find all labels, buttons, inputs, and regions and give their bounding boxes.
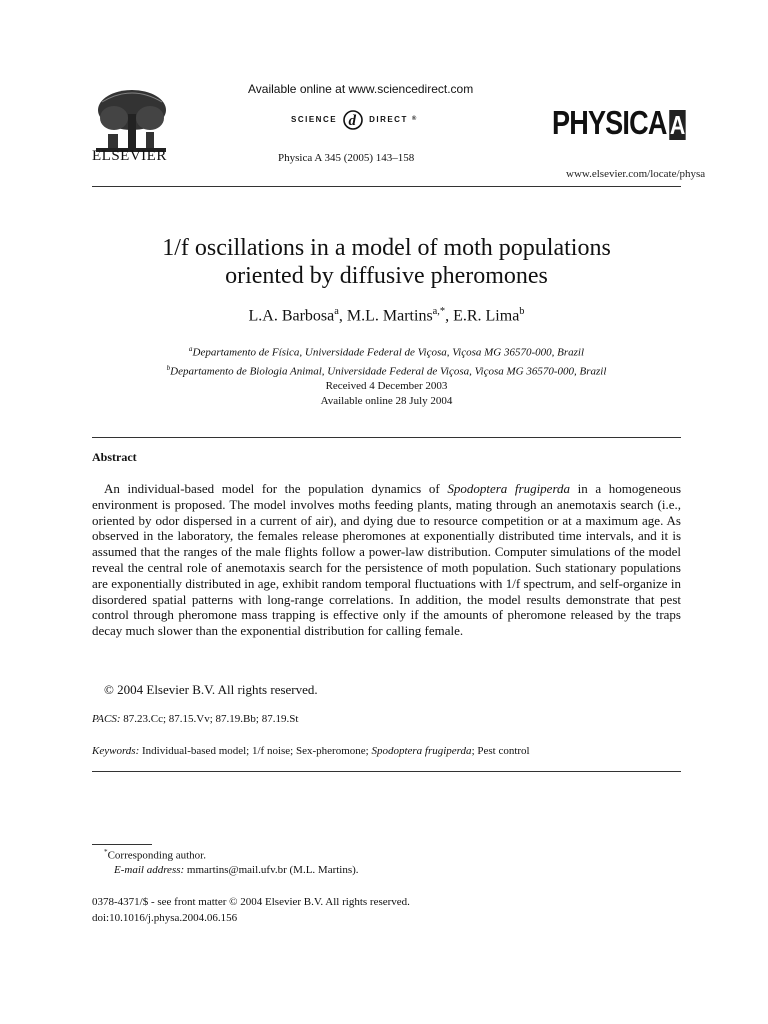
svg-text:d: d	[348, 113, 358, 129]
article-dates	[92, 379, 681, 409]
article-title	[92, 234, 681, 290]
received-date: Received 4 December 2003	[325, 380, 448, 392]
keywords-species: Spodoptera frugiperda	[371, 745, 472, 757]
author-affiliation-mark: a	[334, 306, 339, 317]
author-name: L.A. Barbosa	[248, 307, 335, 325]
author-affiliation-mark: a,*	[432, 306, 446, 317]
journal-letter: A	[669, 110, 685, 140]
keywords-line	[92, 745, 530, 757]
affiliations	[92, 342, 681, 379]
doi-link[interactable]: doi:10.1016/j.physa.2004.06.156	[92, 912, 238, 924]
available-date: Available online 28 July 2004	[320, 395, 453, 407]
abstract-heading: Abstract	[92, 450, 137, 464]
email-value[interactable]: mmartins@mail.ufv.br (M.L. Martins).	[186, 864, 359, 876]
affiliation-mark: a	[188, 345, 193, 353]
journal-citation: Physica A 345 (2005) 143–158	[278, 152, 415, 164]
journal-url-link[interactable]: www.elsevier.com/locate/physa	[566, 168, 706, 180]
publisher-name: ELSEVIER	[92, 148, 167, 164]
abstract-bottom-divider	[92, 771, 681, 772]
pacs-label: PACS:	[92, 713, 121, 725]
abstract-copyright: © 2004 Elsevier B.V. All rights reserved.	[104, 682, 318, 697]
sciencedirect-d-icon	[341, 107, 365, 131]
journal-name: PHYSICA	[552, 104, 667, 141]
pacs-line	[92, 713, 298, 725]
email-label: E-mail address:	[114, 864, 185, 876]
author-list: L.A. Barbosa$^a$, M.L. Martins$^{a,*}$, E.R. Lima$^b$	[248, 306, 525, 325]
issn-line: 0378-4371/$ - see front matter © 2004 Elsevier B.V. All rights reserved.	[92, 896, 410, 908]
author-name: E.R. Lima	[453, 307, 520, 325]
journal-logo	[552, 104, 685, 142]
keywords-label: Keywords:	[92, 745, 140, 757]
corresponding-text: Corresponding author.	[107, 849, 206, 862]
affiliation-text: Departamento de Física, Universidade Federal de Viçosa, Viçosa MG 36570-000, Brazil	[192, 346, 585, 359]
pacs-value: 87.23.Cc; 87.15.Vv; 87.19.Bb; 87.19.St	[123, 713, 299, 725]
sd-left-text: SCIENCE	[291, 114, 338, 124]
abstract-species: Spodoptera frugiperda	[447, 481, 571, 496]
author-affiliation-mark: b	[519, 306, 525, 317]
abstract-part-1: An individual-based model for the population dynamics of	[104, 481, 448, 496]
title-line-1: 1/f oscillations in a model of moth populations	[162, 235, 611, 261]
email-note	[114, 864, 359, 876]
affiliation-item	[92, 342, 681, 361]
keywords-text: Individual-based model; 1/f noise; Sex-pheromone;	[142, 745, 372, 757]
affiliation-text: Departamento de Biologia Animal, Universidade Federal de Viçosa, Viçosa MG 36570-000, Brazil	[170, 365, 607, 378]
affiliation-mark: b	[166, 363, 171, 372]
corresponding-author-note: *Corresponding author.	[104, 848, 206, 862]
title-line-2: oriented by diffusive pheromones	[225, 263, 548, 289]
keywords-tail: ; Pest control	[471, 745, 530, 757]
footnote-divider	[92, 844, 152, 845]
abstract-top-divider	[92, 437, 681, 438]
affiliation-item	[92, 361, 681, 380]
available-online-text: Available online at www.sciencedirect.com	[248, 82, 474, 96]
header-divider	[92, 186, 681, 187]
author-name: M.L. Martins	[346, 307, 433, 325]
abstract-text	[92, 481, 681, 639]
abstract-part-2: in a homogeneous environment is proposed. The model involves moths feeding plants, mating through an anemotaxis search (i.e., oriented by odor dispersed in a current of air), and dying due to resource competition or at a maximum age. As observed in the laboratory, the females release pheromones at exponentially distributed time intervals, and it is assumed that the ranges of the male flights follow a power-law distribution. Computer simulations of the model reveal the central role of anemotaxis search for the persistence of moth population. Such stationary populations are exponentially distributed in age, exhibit random temporal fluctuations with 1/f spectrum, and self-organize in disordered spatial patterns with long-range correlations. In addition, the model results demonstrate that pest control through pheromone mass trapping is effective only if the amounts of pheromone released by the traps decay much slower than the exponential distribution for calling female.	[92, 481, 681, 639]
sd-mark: ®	[411, 116, 418, 122]
sciencedirect-logo	[291, 105, 441, 133]
sd-right-text: DIRECT	[369, 114, 408, 124]
